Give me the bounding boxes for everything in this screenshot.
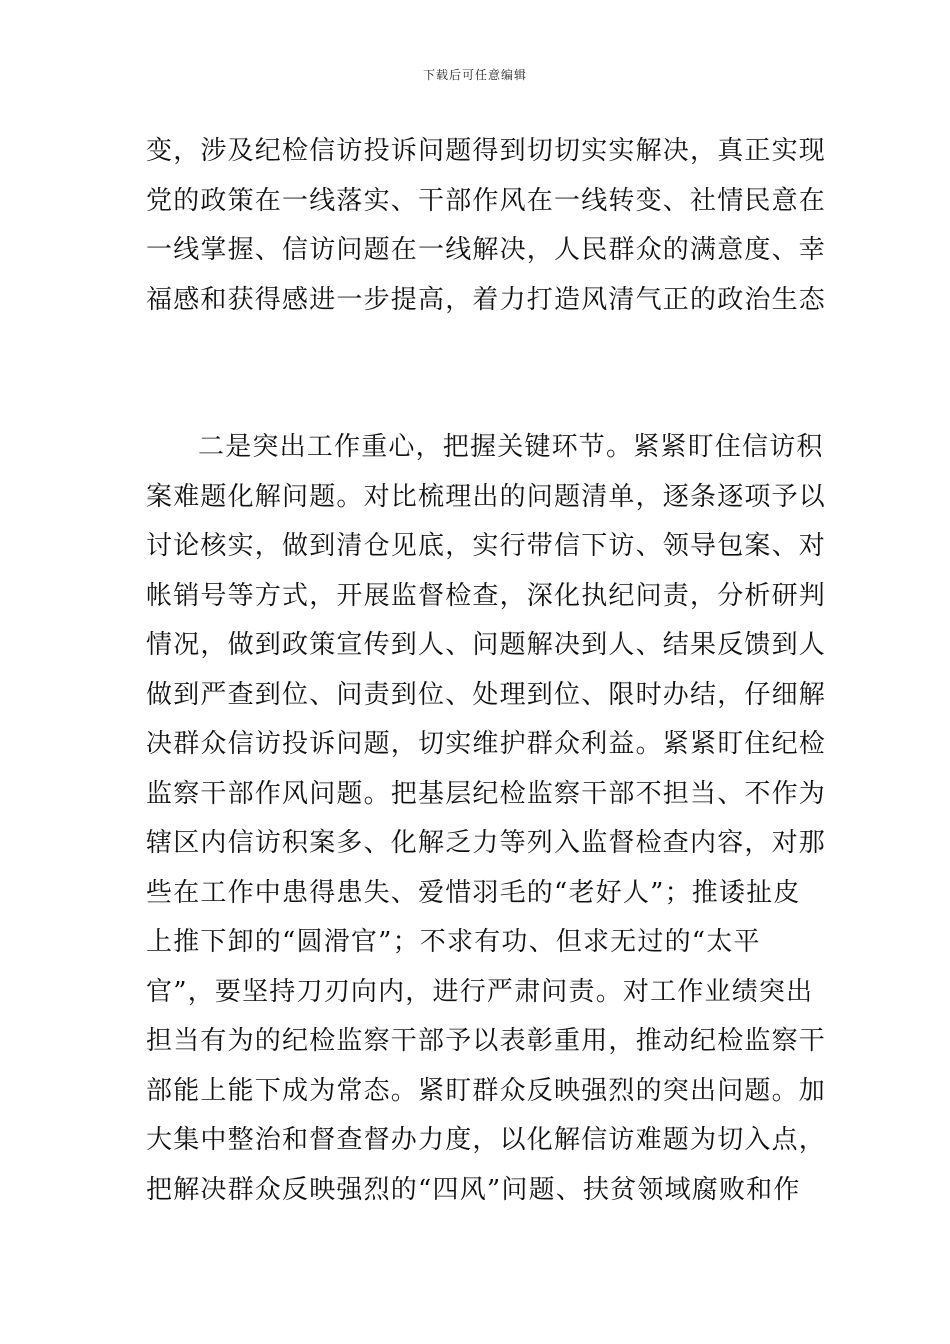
- text-line: 把解决群众反映强烈的“四风”问题、扶贫领域腐败和作: [146, 1174, 801, 1205]
- page-header: 下载后可任意编辑: [422, 68, 527, 82]
- text-line: 变，涉及纪检信访投诉问题得到切切实实解决，真正实现: [146, 136, 827, 166]
- text-line: 帐销号等方式，开展监督检查，深化执纪问责，分析研判: [146, 580, 827, 611]
- text-line: 党的政策在一线落实、干部作风在一线转变、社情民意在: [146, 185, 827, 216]
- paragraph-2: [146, 423, 827, 1215]
- text-line: 情况，做到政策宣传到人、问题解决到人、结果反馈到人: [146, 630, 827, 660]
- text-line: 上推下卸的“圆滑官”；不求有功、但求无过的“太平: [146, 927, 761, 957]
- text-line: 二是突出工作重心，把握关键环节。紧紧盯住信访积: [198, 432, 824, 462]
- text-line: 福感和获得感进一步提高，着力打造风清气正的政治生态: [146, 284, 827, 315]
- text-line: 决群众信访投诉问题，切实维护群众利益。紧紧盯住纪检: [146, 729, 827, 759]
- text-line: 监察干部作风问题。把基层纪检监察干部不担当、不作为: [146, 778, 827, 809]
- paragraph-1: [146, 127, 827, 325]
- text-line: 案难题化解问题。对比梳理出的问题清单，逐条逐项予以: [146, 481, 827, 512]
- text-line: 一线掌握、信访问题在一线解决，人民群众的满意度、幸: [146, 235, 827, 265]
- text-line: 官”，要坚持刀刃向内，进行严肃问责。对工作业绩突出: [146, 976, 814, 1007]
- text-line: 些在工作中患得患失、爱惜羽毛的“老好人”；推诿扯皮: [146, 877, 801, 908]
- text-line: 大集中整治和督查督办力度，以化解信访难题为切入点，: [146, 1125, 827, 1155]
- text-line: 担当有为的纪检监察干部予以表彰重用，推动纪检监察干: [146, 1026, 827, 1056]
- text-line: 讨论核实，做到清仓见底，实行带信下访、领导包案、对: [146, 531, 827, 561]
- text-line: 辖区内信访积案多、化解乏力等列入监督检查内容，对那: [146, 828, 827, 858]
- text-line: 做到严查到位、问责到位、处理到位、限时办结，仔细解: [146, 679, 827, 710]
- text-line: 部能上能下成为常态。紧盯群众反映强烈的突出问题。加: [146, 1075, 827, 1106]
